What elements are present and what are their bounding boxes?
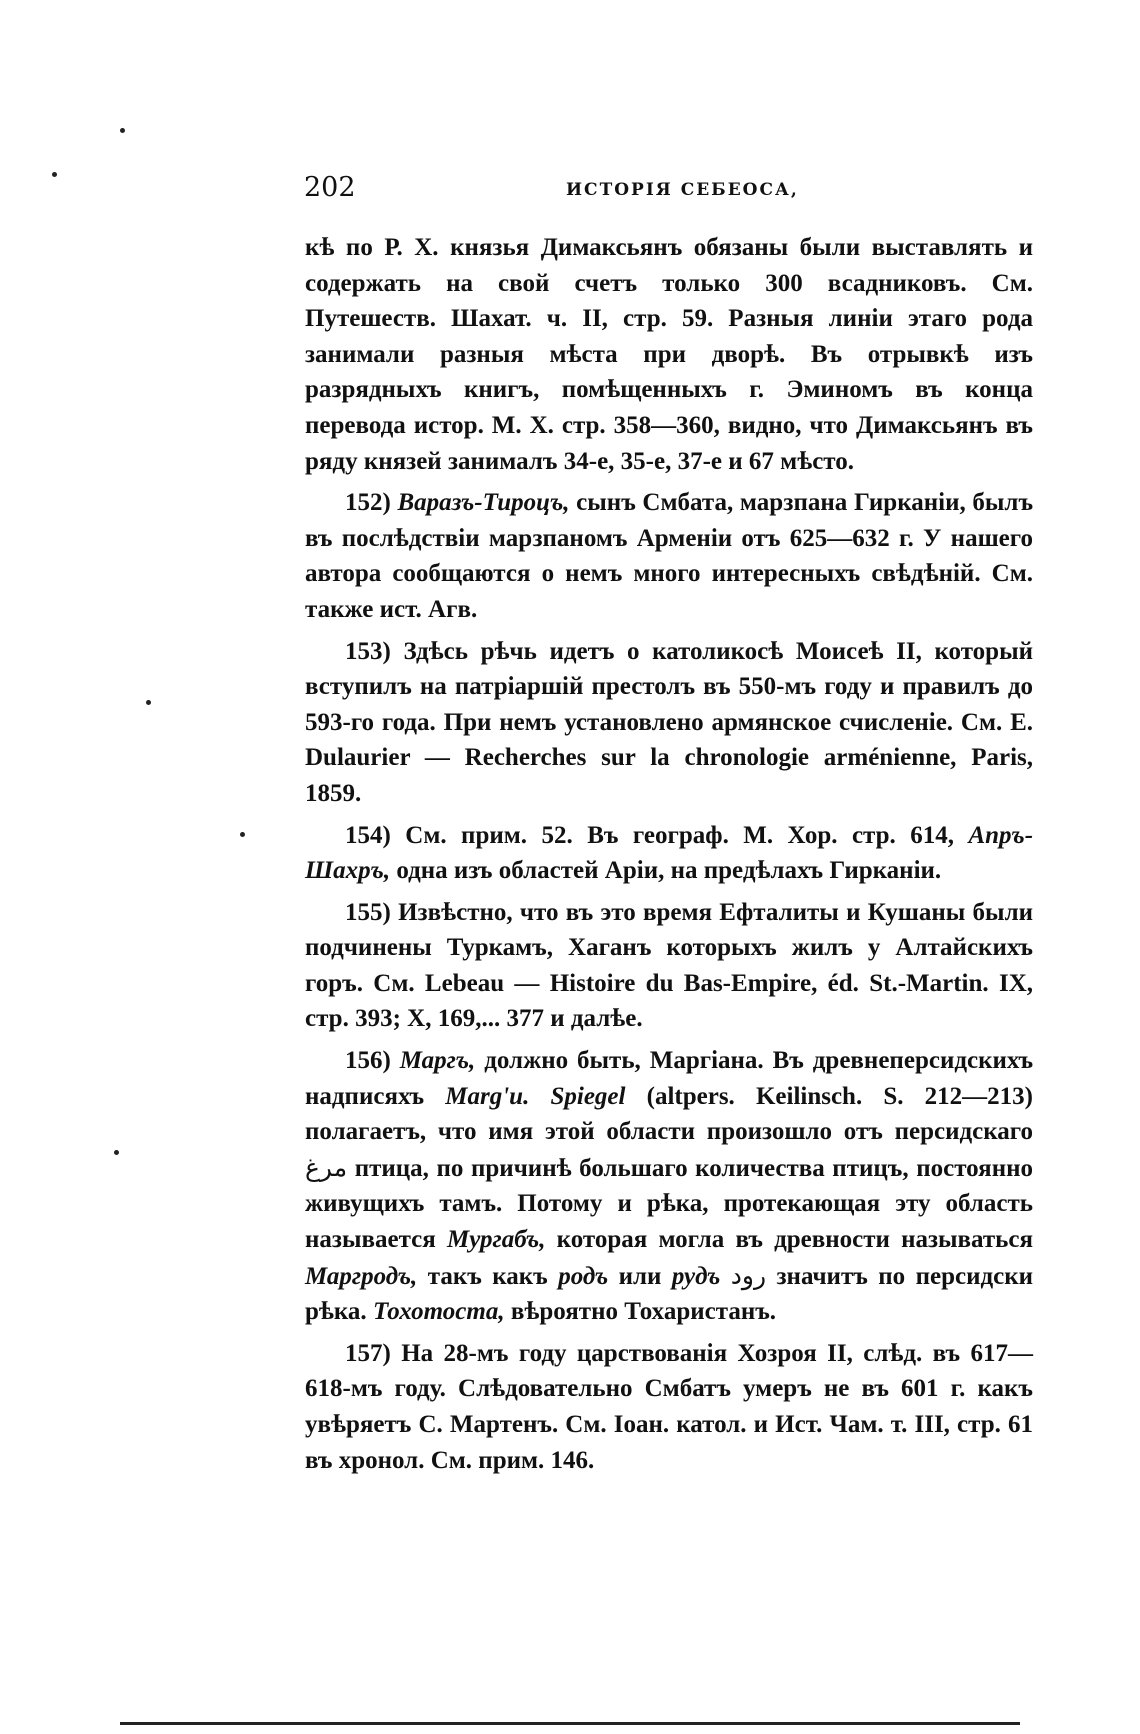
note-157 [305,1336,1033,1478]
note-text: которая могла въ древности называться [556,1226,1034,1254]
note-text: значитъ по персидски рѣка. [305,1262,1034,1326]
scan-speck [120,128,125,133]
note-152 [305,485,1033,627]
note-italic-term: Маргъ, [399,1047,476,1075]
note-text: Извѣстно, что въ это время Ефталиты и Кушаны были подчинены Туркамъ, Хаганъ которыхъ жилъ у Алтайскихъ горъ. См. Lebeau — Histoire du Bas-Empire, éd. St.-Martin. IX, стр. 393; X, 169,... 377 и далѣе. [305,898,1034,1033]
note-number: 156) [345,1047,391,1075]
scan-speck [146,700,151,705]
note-text: сынъ Смбата, марзпана Гирканіи, былъ въ послѣдствіи марзпаномъ Арменіи отъ 625—632 г. У нашего автора сообщаются о немъ много интересныхъ свѣдѣній. См. также ист. Агв. [305,489,1034,623]
note-153 [305,634,1033,812]
arabic-word: رود [730,1260,767,1290]
note-text: (altpers. Keilinsch. S. 212—213) полагаетъ, что имя этой области произошло отъ персидскаго [305,1082,1033,1146]
note-text: вѣроятно Тохаристанъ. [510,1298,777,1326]
note-155 [305,895,1033,1037]
page-number: 202 [304,172,356,203]
note-number: 155) [345,898,391,926]
note-italic-term: Апръ-Шахръ, [305,821,1034,885]
note-text: или [618,1262,662,1290]
note-italic-term: родъ [558,1262,609,1290]
bottom-rule [120,1722,1020,1725]
note-italic-term: Тохотоста, [372,1298,505,1326]
scan-speck [240,832,245,837]
note-italic-term: Варазъ-Тироцъ, [397,489,570,517]
note-number: 157) [345,1339,391,1367]
note-italic-term: Marg'u. Spiegel [445,1082,626,1110]
note-number: 152) [345,489,391,517]
note-text: такъ какъ [427,1262,548,1290]
note-number: 153) [345,637,391,665]
note-italic-term: Мургабъ, [446,1226,546,1254]
note-text: См. прим. 52. Въ географ. М. Хор. стр. 614, [405,821,954,849]
page-header [304,172,1036,212]
footnotes-body [305,230,1033,1484]
note-text: должно быть, Маргіана. Въ древнеперсидскихъ надписяхъ [305,1047,1034,1110]
note-text: одна изъ областей Аріи, на предѣлахъ Гирканіи. [396,857,942,885]
note-italic-term: Маргродъ, [305,1262,418,1290]
note-154 [305,818,1033,889]
running-title: ИСТОРІЯ СЕБЕОСА, [566,180,799,200]
note-text: кѣ по Р. Х. князья Димаксьянъ обязаны были выставлять и содержать на свой счетъ только 300 всадниковъ. См. Путешеств. Шахат. ч. II, стр. 59. Разныя линіи этаго рода занимали разныя мѣста при дворѣ. Въ отрывкѣ изъ разрядныхъ книгъ, помѣщенныхъ г. Эминомъ въ конца перевода истор. М. Х. стр. 358—360, видно, что Димаксьянъ въ ряду князей занималъ 34-е, 35-е, 37-е и 67 мѣсто. [305,234,1033,475]
note-continuation [305,230,1033,479]
note-text: На 28-мъ году царствованія Хозроя II, слѣд. въ 617—618-мъ году. Слѣдовательно Смбатъ умеръ не въ 601 г. какъ увѣряетъ С. Мартенъ. См. Іоан. катол. и Ист. Чам. т. III, стр. 61 въ хронол. См. прим. 146. [305,1339,1033,1474]
scan-speck [52,172,57,177]
note-156 [305,1043,1033,1330]
note-number: 154) [345,821,391,849]
scan-speck [114,1150,119,1155]
note-text: птица, по причинѣ большаго количества птицъ, постоянно живущихъ тамъ. Потому и рѣка, протекающая эту область называется [305,1154,1034,1254]
note-italic-term: рудъ [671,1262,721,1290]
arabic-word: مرغ [305,1152,348,1182]
note-text: Здѣсь рѣчь идетъ о католикосѣ Моисеѣ II, который вступилъ на патріаршій престолъ въ 550-мъ году и правилъ до 593-го года. При немъ установлено армянское счисленіе. См. E. Dulaurier — Recherches sur la chronologie arménienne, Paris, 1859. [305,637,1034,807]
